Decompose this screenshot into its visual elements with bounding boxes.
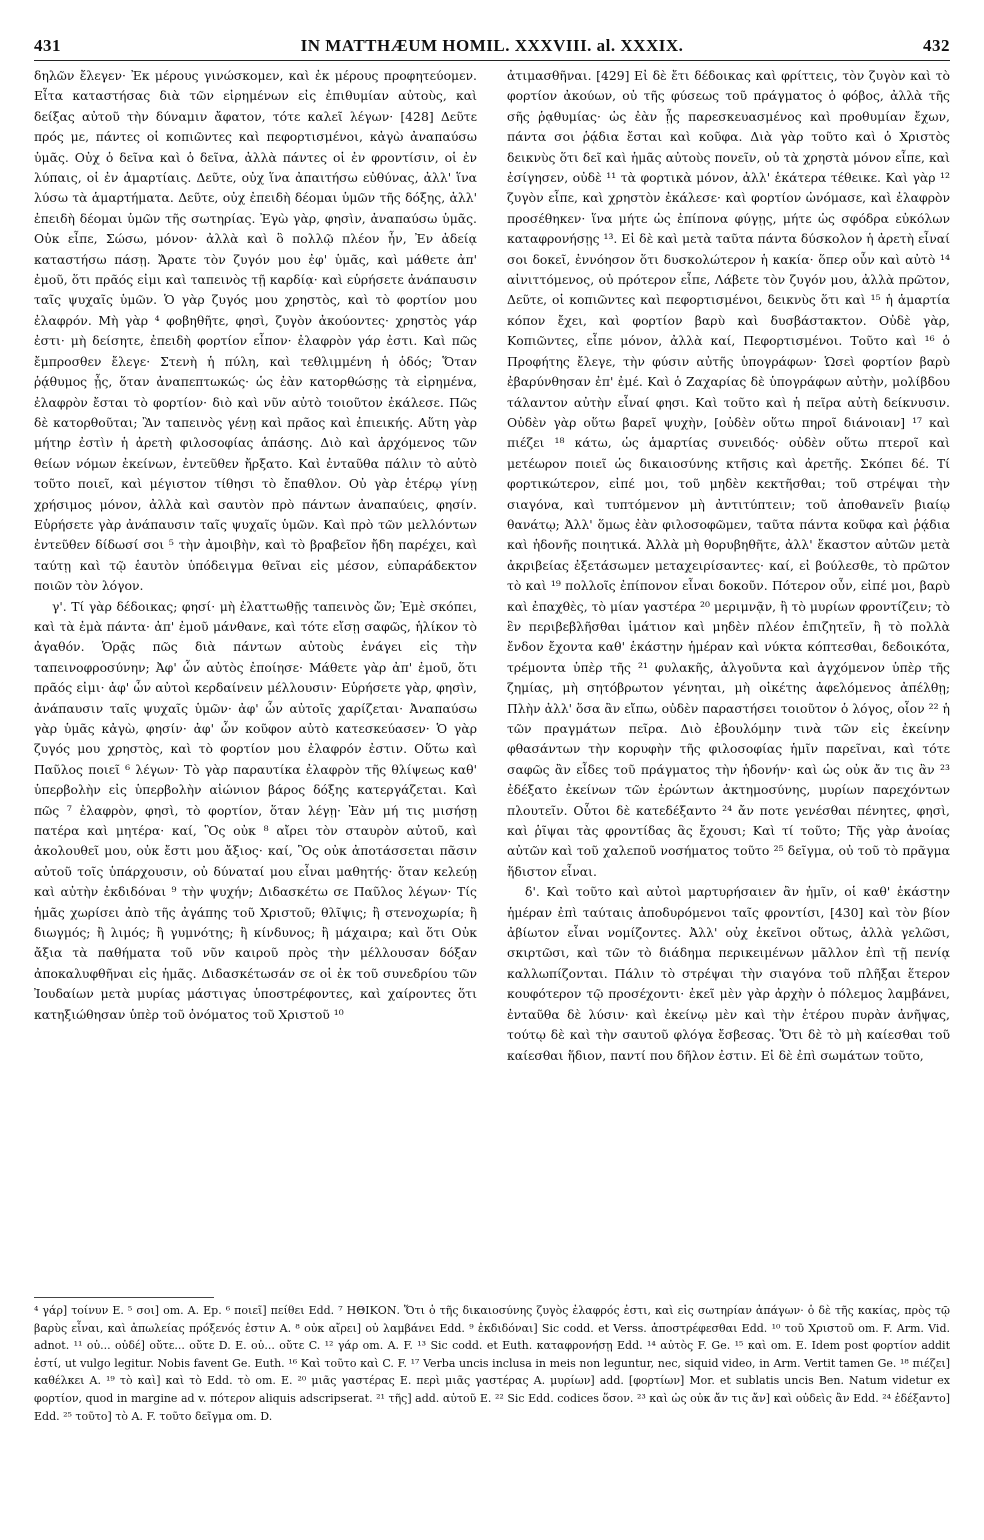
- footnote-rule: [34, 1297, 214, 1298]
- paragraph: γ'. Τί γὰρ δέδοικας; φησί· μὴ ἐλαττωθῇς ταπεινὸς ὤν; Ἐμὲ σκόπει, καὶ τὰ ἐμὰ πάντα· ἀπ' ἐμοῦ μάνθανε, καὶ τότε εἴσῃ σαφῶς, ἡλίκον τὸ ἀγαθόν. Ὁρᾷς πῶς διὰ πάντων αὐτοὺς ἐνάγει εἰς τὴν ταπεινοφροσύνην; Ἀφ' ὧν αὐτὸς ἐποίησε· Μάθετε γὰρ ἀπ' ἐμοῦ, ὅτι πρᾶός εἰμι· ἀφ' ὧν αὐτοὶ κερδαίνειν μέλλουσιν· Εὑρήσετε γὰρ, φησὶν, ἀνάπαυσιν ταῖς ψυχαῖς ὑμῶν· ἀφ' ὧν αὐτοῖς χαρίζεται· Ἀναπαύσω γὰρ ὑμᾶς κἀγὼ, φησίν· ἀφ' ὧν κοῦφον αὐτὸ κατεσκεύασεν· Ὁ γὰρ ζυγός μου χρηστὸς, καὶ τὸ φορτίον μου ἐλαφρόν ἐστιν. Οὕτω καὶ Παῦλος ποιεῖ ⁶ λέγων· Τὸ γὰρ παραυτίκα ἐλαφρὸν τῆς θλίψεως καθ' ὑπερβολὴν εἰς ὑπερβολὴν αἰώνιον βάρος δόξης κατεργάζεται. Καὶ πῶς ⁷ ἐλαφρὸν, φησὶ, τὸ φορτίον, ὅταν λέγῃ· Ἐὰν μή τις μισήσῃ πατέρα καὶ μητέρα· καί, Ὃς οὐκ ⁸ αἴρει τὸν σταυρὸν αὐτοῦ, καὶ ἀκολουθεῖ μου, οὐκ ἔστι μου ἄξιος· καί, Ὃς οὐκ ἀποτάσσεται πᾶσιν αὐτοῦ τοῖς ὑπάρχουσιν, οὐ δύναταί μου εἶναι μαθητής· ὅταν κελεύῃ καὶ αὐτὴν ἐκδιδόναι ⁹ τὴν ψυχήν; Διδασκέτω σε Παῦλος λέγων· Τίς ἡμᾶς χωρίσει ἀπὸ τῆς ἀγάπης τοῦ Χριστοῦ; θλῖψις; ἢ στενοχωρία; ἢ διωγμός; ἢ λιμός; ἢ γυμνότης; ἢ κίνδυνος; ἢ μάχαιρα; καὶ ὅτι Οὐκ ἄξια τὰ παθήματα τοῦ νῦν καιροῦ πρὸς τὴν μέλλουσαν δόξαν ἀποκαλυφθῆναι εἰς ἡμᾶς. Διδασκέτωσάν σε οἱ ἐκ τοῦ συνεδρίου τῶν Ἰουδαίων μετὰ μυρίας μάστιγας ὑποστρέφοντες, καὶ χαίροντες ὅτι κατηξιώθησαν ὑπὲρ τοῦ ὀνόματος τοῦ Χριστοῦ ¹⁰: [34, 598, 477, 1022]
- paragraph: δ'. Καὶ τοῦτο καὶ αὐτοὶ μαρτυρήσαιεν ἂν ἡμῖν, οἱ καθ' ἑκάστην ἡμέραν ἐπὶ ταύταις ἀποδυρόμενοι ταῖς φροντίσι, [430] καὶ τὸν βίον ἀβίωτον εἶναι νομίζοντες. Ἀλλ' οὐχ ἐκεῖνοι οὕτως, ἀλλὰ γελῶσι, σκιρτῶσι, καὶ τῶν τὸ διάδημα περικειμένων μᾶλλον ἐπὶ τῇ πενίᾳ καλλωπίζονται. Πάλιν τὸ στρέψαι τὴν σιαγόνα τοῦ πλῆξαι ἕτερον κουφότερον τῷ προσέχοντι· ἐκεῖ μὲν γὰρ ἀρχὴν ὁ πόλεμος λαμβάνει, ἐνταῦθα δὲ λύσιν· καὶ ἐκείνῳ μὲν καὶ τὴν ἑτέρου πυρὰν ἀνῆψας, τούτῳ δὲ καὶ τὴν σαυτοῦ φλόγα ἔσβεσας. Ὅτι δὲ τὸ μὴ καίεσθαι τοῦ καίεσθαι ἥδιον, παντί που δῆλον ἐστιν. Εἰ δὲ ἐπὶ σωμάτων τοῦτο,: [507, 884, 950, 1063]
- left-column: [34, 66, 477, 1025]
- paragraph: ἀτιμασθῆναι. [429] Εἰ δὲ ἔτι δέδοικας καὶ φρίττεις, τὸν ζυγὸν καὶ τὸ φορτίον ἀκούων, οὐ τῆς φύσεως τοῦ πράγματος ὁ φόβος, ἀλλὰ τῆς σῆς ῥᾳθυμίας· ὡς ἐὰν ᾖς παρεσκευασμένος καὶ προθυμίαν ἔχων, πάντα σοι ῥᾴδια ἔσται καὶ κοῦφα. Διὰ γὰρ τοῦτο καὶ ὁ Χριστὸς δεικνὺς ὅτι δεῖ καὶ ἡμᾶς αὐτοὺς πονεῖν, οὐ τὰ χρηστὰ μόνον εἶπε, καὶ ἐσίγησεν, οὐδὲ ¹¹ τὰ φορτικὰ μόνον, ἀλλ' ἑκάτερα τέθεικε. Καὶ γὰρ ¹² ζυγὸν εἶπε, καὶ χρηστὸν ἐκάλεσε· καὶ φορτίον ὠνόμασε, καὶ ἐλαφρὸν προσέθηκεν· ἵνα μήτε ὡς ἐπίπονα φύγῃς, μήτε ὡς σφόδρα εὐκόλων καταφρονήσῃς ¹³. Εἰ δὲ καὶ μετὰ ταῦτα πάντα δύσκολον ἡ ἀρετὴ εἶναί σοι δοκεῖ, ἐννόησον ὅτι δυσκολώτερον ἡ κακία· ὅπερ οὖν καὶ αὐτὸ ¹⁴ αἰνιττόμενος, οὐ πρότερον εἶπε, Λάβετε τὸν ζυγόν μου, ἀλλὰ πρῶτον, Δεῦτε, οἱ κοπιῶντες καὶ πεφορτισμένοι, δεικνὺς ὅτι καὶ ¹⁵ ἡ ἁμαρτία κόπον ἔχει, καὶ φορτίον βαρὺ καὶ δυσβάστακτον. Οὐδὲ γὰρ, Κοπιῶντες, εἶπε μόνον, ἀλλὰ καί, Πεφορτισμένοι. Τοῦτο καὶ ¹⁶ ὁ Προφήτης ἔλεγε, τὴν φύσιν αὐτῆς ὑπογράφων· Ὡσεὶ φορτίον βαρὺ ἐβαρύνθησαν ἐπ' ἐμέ. Καὶ ὁ Ζαχαρίας δὲ ὑπογράφων αὐτὴν, μολίβδου τάλαντον αὐτὴν εἶναί φησι. Καὶ τοῦτο καὶ ἡ πεῖρα αὐτὴ δείκνυσιν. Οὐδὲν γὰρ οὕτω βαρεῖ ψυχὴν, [οὐδὲν οὕτω πηροῖ διάνοιαν] ¹⁷ καὶ πιέζει ¹⁸ κάτω, ὡς ἁμαρτίας συνειδός· οὐδὲν οὕτω πτεροῖ καὶ μετέωρον ποιεῖ ὡς δικαιοσύνης κτῆσις καὶ ἀρετῆς. Σκόπει δέ. Τί φορτικώτερον, εἰπέ μοι, τοῦ μηδὲν κεκτῆσθαι; τοῦ στρέψαι τὴν σιαγόνα, καὶ τυπτόμενον μὴ ἀντιτύπτειν; τοῦ ἀποθανεῖν βιαίῳ θανάτῳ; Ἀλλ' ὅμως ἐὰν φιλοσοφῶμεν, ταῦτα πάντα κοῦφα καὶ ῥᾴδια καὶ ἡδονῆς ποιητικά. Ἀλλὰ μὴ θορυβηθῆτε, ἀλλ' ἕκαστον αὐτῶν μετὰ ἀκριβείας ἐξετάσωμεν μεταχειρίσαντες· καί, εἰ βούλεσθε, τὸ πρῶτον τὸ καὶ ¹⁹ πολλοῖς ἐπίπονον εἶναι δοκοῦν. Πότερον οὖν, εἰπέ μοι, βαρὺ καὶ ἐπαχθὲς, τὸ μίαν γαστέρα ²⁰ μεριμνᾷν, ἢ τὸ μυρίων φροντίζειν; τὸ ἓν περιβεβλῆσθαι ἱμάτιον καὶ μηδὲν πλέον ἐπιζητεῖν, ἢ τὸ πολλὰ ἔνδον ἔχοντα καθ' ἑκάστην ἡμέραν καὶ νύκτα κόπτεσθαι, δεδοικότα, τρέμοντα ὑπὲρ τῆς ²¹ φυλακῆς, ἀλγοῦντα καὶ ἀγχόμενον ὑπὲρ τῆς ζημίας, μὴ σητόβρωτον γένηται, μὴ οἰκέτης ἀφελόμενος ἀπέλθῃ; Πλὴν ἀλλ' ὅσα ἂν εἴπω, οὐδὲν παραστήσει τοιοῦτον ὁ λόγος, οἷον ²² ἡ τῶν πραγμάτων πεῖρα. Διὸ ἐβουλόμην τινὰ τῶν εἰς ἐκείνην φθασάντων τὴν κορυφὴν τῆς φιλοσοφίας ἡμῖν παρεῖναι, καὶ τότε σαφῶς ἂν εἶδες τοῦ πράγματος τὴν ἡδονήν· καὶ ὡς οὐκ ἄν τις ἂν ²³ ἐδέξατο ἐκείνων τῶν ἐρώντων ἀκτημοσύνης, μυρίων παρεχόντων πλουτεῖν. Οὗτοι δὲ κατεδέξαντο ²⁴ ἄν ποτε γενέσθαι πένητες, φησὶ, καὶ ῥῖψαι τὰς φροντίδας ἃς ἔχουσι; Καὶ τί τοῦτο; Τῆς γὰρ ἀνοίας αὐτῶν καὶ τοῦ χαλεποῦ νοσήματος τοῦτο ²⁵ δεῖγμα, οὐ τοῦ τὸ πρᾶγμα ἥδιστον εἶναι.: [507, 68, 950, 879]
- footnotes: [34, 1302, 950, 1425]
- running-header: [34, 30, 950, 61]
- running-title: IN MATTHÆUM HOMIL. XXXVIII. al. XXXIX.: [300, 36, 684, 55]
- right-column: [507, 66, 950, 1066]
- page-number-left: 431: [34, 36, 61, 55]
- page-number-right: 432: [923, 36, 950, 55]
- paragraph: δηλῶν ἔλεγεν· Ἐκ μέρους γινώσκομεν, καὶ ἐκ μέρους προφητεύομεν. Εἶτα καταστήσας διὰ τῶν εἰρημένων εἰς ἐπιθυμίαν αὐτοὺς, καὶ δείξας αὐτοῦ τὴν δύναμιν ἄφατον, τότε καλεῖ λέγων· [428] Δεῦτε πρός με, πάντες οἱ κοπιῶντες καὶ πεφορτισμένοι, κἀγὼ ἀναπαύσω ὑμᾶς. Οὐχ ὁ δεῖνα καὶ ὁ δεῖνα, ἀλλὰ πάντες οἱ ἐν φροντίσιν, οἱ ἐν λύπαις, οἱ ἐν ἁμαρτίαις. Δεῦτε, οὐχ ἵνα ἀπαιτήσω εὐθύνας, ἀλλ' ἵνα λύσω τὰ ἁμαρτήματα. Δεῦτε, οὐχ ἐπειδὴ δέομαι ὑμῶν τῆς δόξης, ἀλλ' ἐπειδὴ δέομαι ὑμῶν τῆς σωτηρίας. Ἐγὼ γὰρ, φησὶν, ἀναπαύσω ὑμᾶς. Οὐκ εἶπε, Σώσω, μόνον· ἀλλὰ καὶ ὃ πολλῷ πλέον ἦν, Ἐν ἀδείᾳ καταστήσω πάσῃ. Ἄρατε τὸν ζυγόν μου ἐφ' ὑμᾶς, καὶ μάθετε ἀπ' ἐμοῦ, ὅτι πρᾶός εἰμι καὶ ταπεινὸς τῇ καρδίᾳ· καὶ εὑρήσετε ἀνάπαυσιν ταῖς ψυχαῖς ὑμῶν. Ὁ γὰρ ζυγός μου χρηστὸς, καὶ τὸ φορτίον μου ἐλαφρόν. Μὴ γὰρ ⁴ φοβηθῆτε, φησὶ, ζυγὸν ἀκούοντες· χρηστὸς γάρ ἐστι· μὴ δείσητε, ἐπειδὴ φορτίον εἶπον· ἐλαφρὸν γάρ ἐστι. Καὶ πῶς ἔμπροσθεν ἔλεγε· Στενὴ ἡ πύλη, καὶ τεθλιμμένη ἡ ὁδός; Ὅταν ῥᾴθυμος ᾖς, ὅταν ἀναπεπτωκώς· ὡς ἐὰν κατορθώσῃς τὰ εἰρημένα, ἐλαφρὸν ἔσται τὸ φορτίον· διὸ καὶ νῦν αὐτὸ τοιοῦτον ἐκάλεσε. Πῶς δὲ κατορθοῦται; Ἂν ταπεινὸς γένῃ καὶ πρᾶος καὶ ἐπιεικής. Αὕτη γὰρ μήτηρ ἐστὶν ἡ ἀρετὴ φιλοσοφίας ἁπάσης. Διὸ καὶ ἀρχόμενος τῶν θείων νόμων ἐκείνων, ἐντεῦθεν ἤρξατο. Καὶ ἐνταῦθα πάλιν τὸ αὐτὸ τοῦτο ποιεῖ, καὶ μέγιστον τίθησι τὸ ἔπαθλον. Οὐ γὰρ ἑτέρῳ γίνῃ χρήσιμος μόνον, ἀλλὰ καὶ σαυτὸν πρὸ πάντων ἀναπαύεις, φησίν. Εὑρήσετε γὰρ ἀνάπαυσιν ταῖς ψυχαῖς ὑμῶν. Καὶ πρὸ τῶν μελλόντων ἐντεῦθεν δίδωσί σοι ⁵ τὴν ἀμοιβὴν, καὶ τὸ βραβεῖον ἤδη παρέχει, καὶ ταύτῃ καὶ τῷ ἑαυτὸν ὑπόδειγμα θεῖναι εἰς μέσον, εὐπαράδεκτον ποιῶν τὸν λόγον.: [34, 68, 477, 594]
- footnote-text: ⁴ γάρ] τοίνυν E. ⁵ σοι] om. A. Ep. ⁶ ποιεῖ] πείθει Edd. ⁷ ΗΘΙΚΟΝ. Ὅτι ὁ τῆς δικαιοσύνης ζυγὸς ἐλαφρός ἐστι, καὶ εἰς σωτηρίαν ἀπάγων· ὁ δὲ τῆς κακίας, πρὸς τῷ βαρὺς εἶναι, καὶ ἀπωλείας πρόξενός ἐστιν A. ⁸ οὐκ αἴρει] οὐ λαμβάνει Edd. ⁹ ἐκδιδόναι] Sic codd. et Verss. ἀποστρέφεσθαι Edd. ¹⁰ τοῦ Χριστοῦ om. F. Arm. Vid. adnot. ¹¹ οὐ... οὐδέ] οὔτε... οὔτε D. E. οὐ... οὔτε C. ¹² γάρ om. A. F. ¹³ Sic codd. et Euth. καταφρονήσῃ Edd. ¹⁴ αὐτὸς F. Ge. ¹⁵ καὶ om. E. Idem post φορτίον addit ἐστί, ut vulgo legitur. Nobis favent Ge. Euth. ¹⁶ Καὶ τοῦτο καὶ C. F. ¹⁷ Verba uncis inclusa in meis non leguntur, nec, siquid video, in Arm. Vertit tamen Ge. ¹⁸ πιέζει] καθέλκει A. ¹⁹ τὸ καὶ] καὶ τὸ Edd. τὸ om. E. ²⁰ μιᾶς γαστέρας E. περὶ μιᾶς γαστέρας A. μυρίων] add. [φορτίων] Mor. et sublatis uncis Ben. Natum videtur ex φορτίον, quod in margine ad v. πότερον aliquis adscripserat. ²¹ τῆς] add. αὐτοῦ E. ²² Sic Edd. codices ὅσον. ²³ καὶ ὡς οὐκ ἄν τις ἄν] καὶ οὐδεὶς ἂν Edd. ²⁴ ἐδέξαντο] Edd. ²⁵ τοῦτο] τὸ A. F. τοῦτο δεῖγμα om. D.: [34, 1304, 950, 1423]
